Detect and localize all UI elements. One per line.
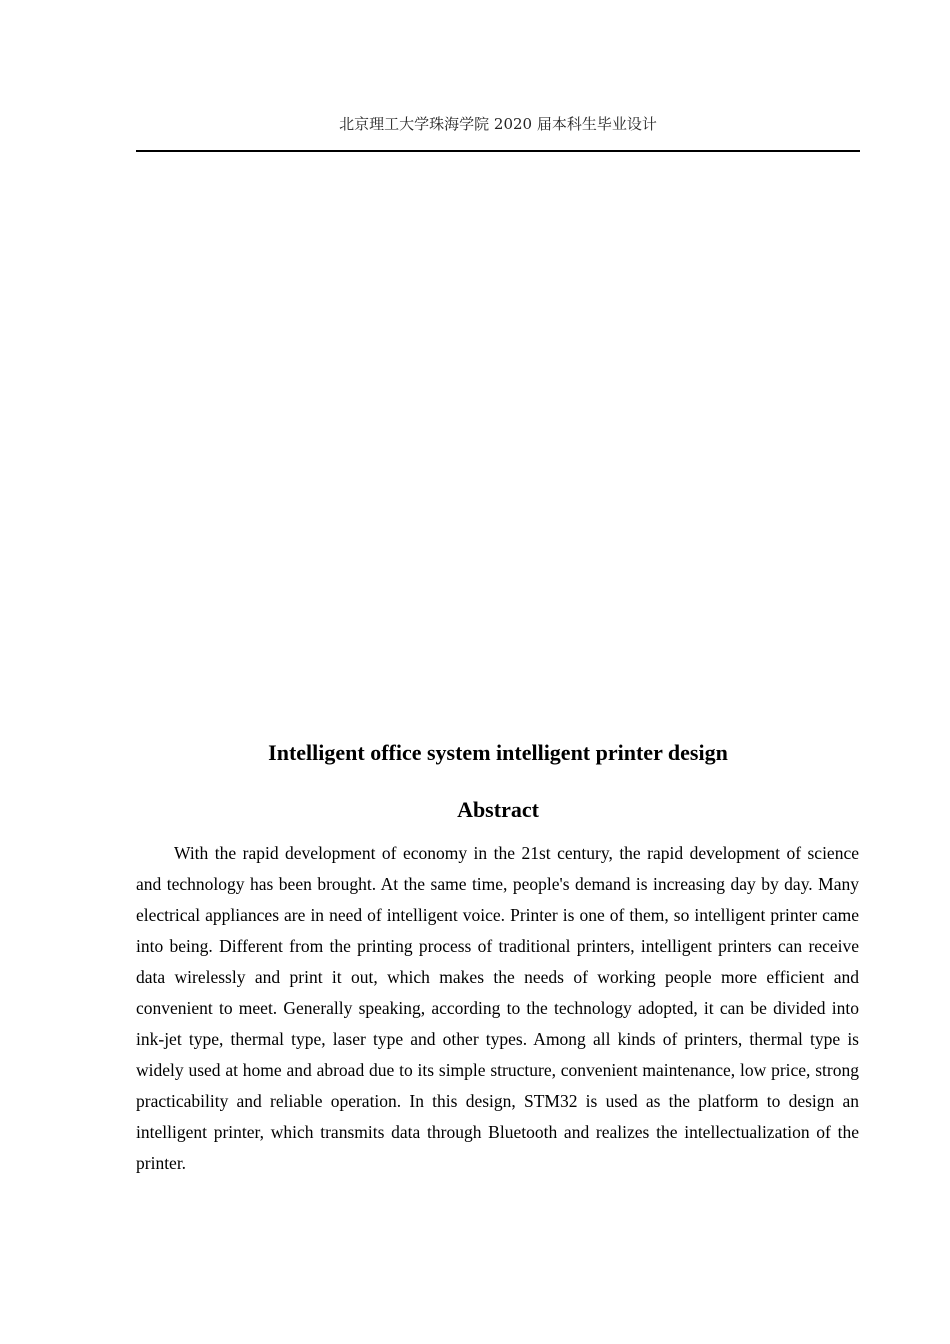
abstract-heading: Abstract <box>457 797 539 822</box>
page-header: 北京理工大学珠海学院 2020 届本科生毕业设计 <box>339 115 657 133</box>
header-divider <box>136 150 860 152</box>
document-title: Intelligent office system intelligent printer design <box>268 740 728 765</box>
abstract-paragraph: With the rapid development of economy in the 21st century, the rapid development of science and technology has been brought. At the same time, people's demand is increasing day by day. Many electrical appliances are in need of intelligent voice. Printer is one of them, so intelligent printer came into being. Different from the printing process of traditional printers, intelligent printers can receive data wirelessly and print it out, which makes the needs of working people more efficient and convenient to meet. Generally speaking, according to the technology adopted, it can be divided into ink-jet type, thermal type, laser type and other types. Among all kinds of printers, thermal type is widely used at home and abroad due to its simple structure, convenient maintenance, low price, strong practicability and reliable operation. In this design, STM32 is used as the platform to design an intelligent printer, which transmits data through Bluetooth and realizes the intellectualization of the printer. <box>136 843 859 1173</box>
